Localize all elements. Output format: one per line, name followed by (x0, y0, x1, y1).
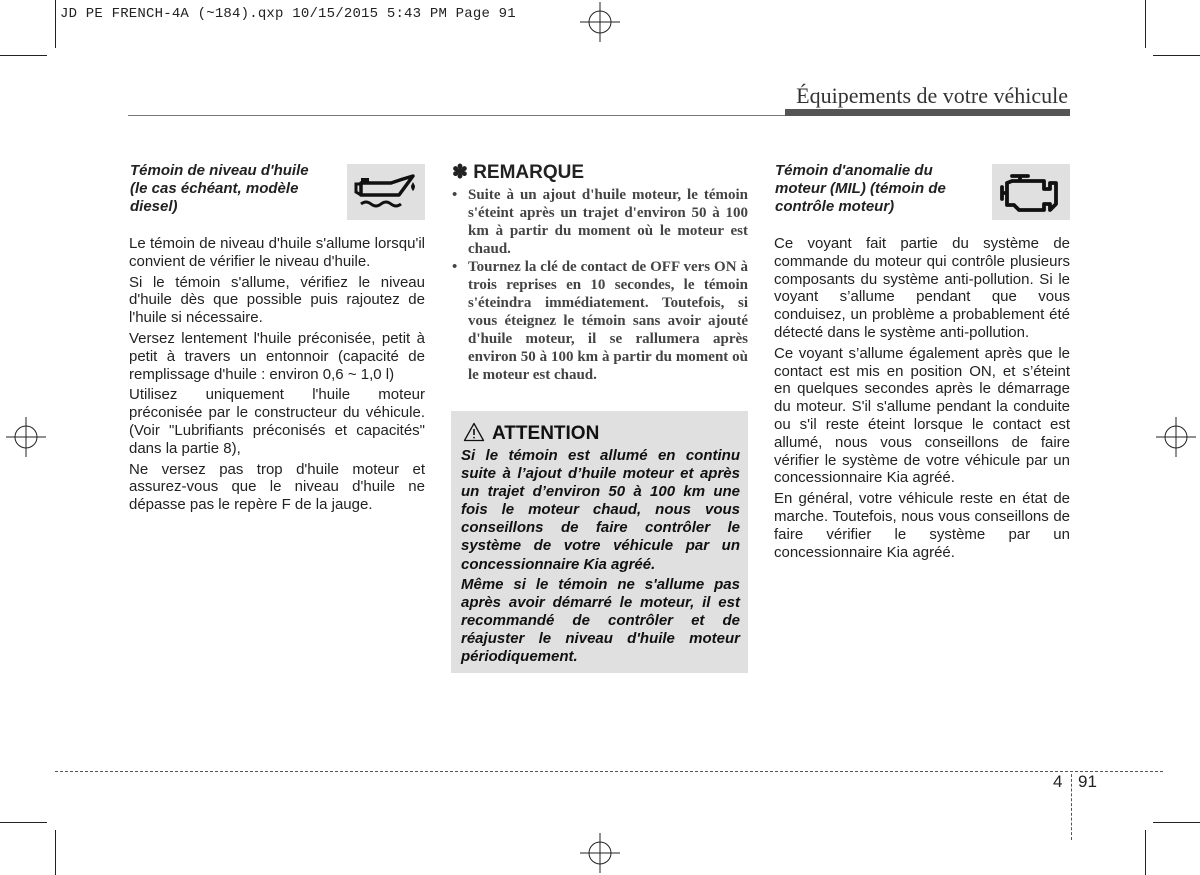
attention-body (461, 447, 740, 668)
bullet-icon: • (452, 259, 458, 275)
chapter-number: 4 (1053, 772, 1063, 791)
registration-mark-icon (580, 2, 620, 42)
crop-mark (1145, 0, 1146, 48)
paragraph: Si le témoin s'allume, vérifiez le niveau d'huile dès que possible puis rajoutez de l'huile si nécessaire. (129, 273, 425, 327)
remark-heading: ✽ REMARQUE (452, 162, 585, 183)
crop-mark (0, 55, 47, 56)
crop-mark (55, 830, 56, 875)
bullet-icon: • (452, 187, 458, 203)
paragraph: Utilisez uniquement l'huile moteur préconisée par le constructeur du véhicule. (Voir "Lubrifiants préconisés et capacités" dans la partie 8), (129, 386, 425, 457)
attention-title: ATTENTION (492, 423, 600, 444)
paragraph: Même si le témoin ne s'allume pas après avoir démarré le moteur, il est recommandé de contrôler et de réajuster le niveau d'huile moteur périodiquement. (461, 575, 740, 666)
paragraph: Versez lentement l'huile préconisée, petit à petit à travers un entonnoir (capacité de remplissage d'huile : environ 0,6 ~ 1,0 l) (129, 329, 425, 383)
crop-mark (1153, 822, 1200, 823)
section-title: Équipements de votre véhicule (796, 83, 1068, 108)
print-slug: JD PE FRENCH-4A (~184).qxp 10/15/2015 5:43 PM Page 91 (60, 6, 516, 22)
paragraph: Ce voyant s’allume également après que le contact est mis en position ON, et s’éteint en quelques secondes après le démarrage du moteur. S'il s'allume pendant la conduite ou s'il reste éteint lorsque le contact est allumé, nous vous conseillons de faire vérifier le système de votre véhicule par un concessionnaire Kia agréé. (774, 344, 1070, 487)
crop-mark (1145, 830, 1146, 875)
crop-mark (55, 0, 56, 48)
oil-level-heading: Témoin de niveau d'huile (le cas échéant, modèle diesel) (130, 162, 309, 215)
registration-mark-icon (1156, 417, 1196, 457)
registration-mark-icon (580, 833, 620, 873)
list-item: • Tournez la clé de contact de OFF vers ON à trois reprises en 10 secondes, le témoin s'éteindra immédiatement. Toutefois, si vous éteignez le témoin sans avoir ajouté d'huile moteur, il se rallumera après environ 50 à 100 km à partir du moment où le moteur est chaud. (452, 259, 748, 383)
crop-mark (1153, 55, 1200, 56)
attention-box (451, 411, 748, 673)
header-rule (128, 115, 788, 116)
check-engine-icon (992, 164, 1070, 220)
oil-can-icon (347, 164, 425, 220)
paragraph: En général, votre véhicule reste en état de marche. Toutefois, nous vous conseillons de faire vérifier le système par un concessionnaire Kia agréé. (774, 490, 1070, 561)
remark-list (452, 186, 748, 384)
paragraph: Ne versez pas trop d'huile moteur et assurez-vous que le niveau d'huile ne dépasse pas le repère F de la jauge. (129, 460, 425, 514)
header-rule-bar (785, 109, 1070, 116)
warning-triangle-icon (463, 422, 485, 442)
page-number: 91 (1078, 772, 1097, 791)
paragraph: Si le témoin est allumé en continu suite à l’ajout d’huile moteur et après un trajet d’environ 50 à 100 km une fois le moteur chaud, nous vous conseillons de faire contrôler le système de votre véhicule par un concessionnaire Kia agréé. (461, 447, 740, 573)
registration-mark-icon (6, 417, 46, 457)
oil-level-body (129, 235, 425, 517)
footer-rule (55, 771, 1163, 772)
list-item: • Suite à un ajout d'huile moteur, le témoin s'éteint après un trajet d'environ 50 à 100 km à partir du moment où le moteur est chaud. (452, 187, 748, 257)
paragraph: Ce voyant fait partie du système de commande du moteur qui contrôle plusieurs composants du système anti-pollution. Si le voyant s’allume pendant que vous conduisez, un problème a probablement été détecté dans le système anti-pollution. (774, 235, 1070, 341)
mil-heading: Témoin d'anomalie du moteur (MIL) (témoin de contrôle moteur) (775, 162, 946, 215)
paragraph: Le témoin de niveau d'huile s'allume lorsqu'il convient de vérifier le niveau d'huile. (129, 235, 425, 270)
page-divider (1071, 774, 1072, 840)
asterisk-icon: ✽ (452, 162, 468, 183)
mil-body (774, 235, 1070, 564)
crop-mark (0, 822, 47, 823)
